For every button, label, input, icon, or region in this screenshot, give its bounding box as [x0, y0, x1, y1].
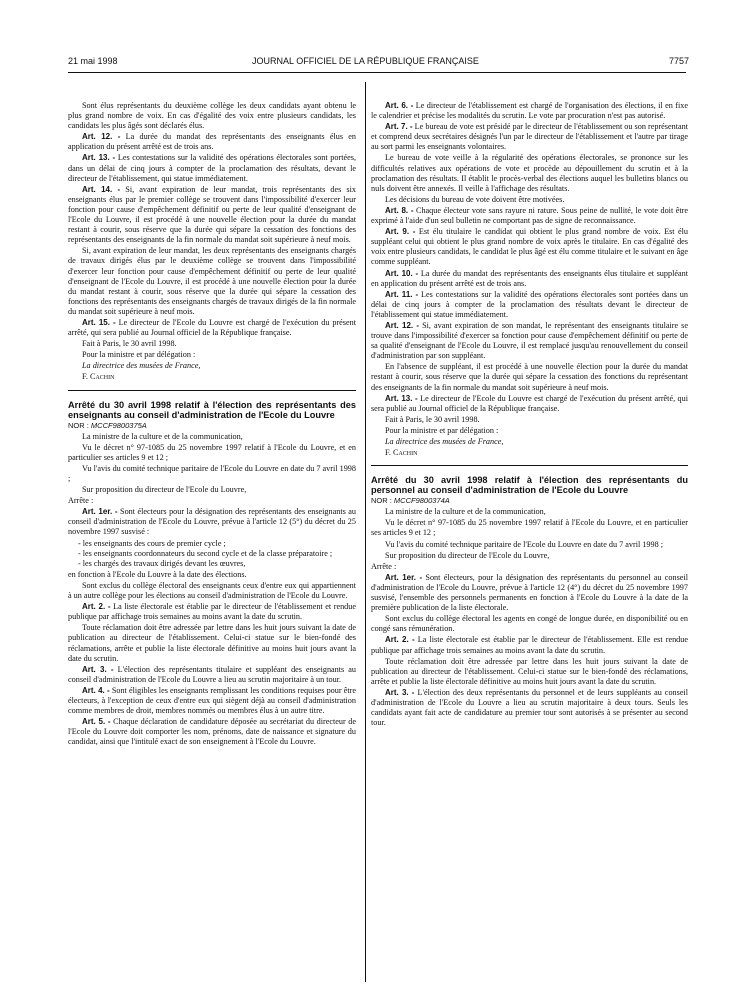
article-1 — [371, 573, 688, 613]
signature-name: F. Cachin — [82, 372, 115, 382]
signature-role: La directrice des musées de France, — [385, 437, 504, 446]
article-label: Art. 4. - — [82, 685, 110, 695]
paragraph: En l'absence de suppléant, il est procédé à une nouvelle élection pour la durée du mandat restant à courir, sous réserve que la durée qui sépare la cessation des fonctions du représentant des enseignants de la fin normale du mandat soit supérieure à neuf mois. — [371, 362, 688, 392]
list-item: - les enseignants coordonnateurs du second cycle et de la classe préparatoire ; — [78, 548, 333, 558]
page-header — [0, 56, 731, 70]
article-label: Art. 13. - — [82, 153, 116, 163]
article-7 — [371, 122, 688, 152]
article-15 — [68, 318, 356, 338]
paragraph: en fonction à l'Ecole du Louvre à la date des élections. — [68, 569, 247, 579]
article-label: Art. 1er. - — [385, 572, 423, 582]
signature-name: F. Cachin — [385, 448, 418, 458]
article-label: Art. 11. - — [385, 289, 419, 299]
article-12 — [371, 321, 688, 361]
section-divider — [371, 465, 688, 466]
right-column — [371, 101, 688, 729]
article-11 — [371, 290, 688, 320]
article-label: Art. 6. - — [385, 101, 414, 110]
paragraph: Sont élus représentants du deuxième collège les deux candidats ayant obtenu le plus grand nombre de voix. En cas d'égalité des voix entre plusieurs candidats, les candidats les plus âgés sont déclarés élus. — [68, 101, 356, 131]
arrete-title: Arrêté du 30 avril 1998 relatif à l'élection des représentants des enseignants au conseil d'administration de l'Ecole du Louvre — [68, 399, 356, 420]
article-text: Sont éligibles les enseignants remplissant les conditions requises pour être électeurs, à l'exception de ceux d'entre eux qui siègent déjà au conseil d'administration comme membres de droit, membres nommés ou membres élus à un autre titre. — [68, 685, 356, 716]
article-label: Art. 12. - — [82, 132, 121, 142]
paragraph: Le bureau de vote veille à la régularité des opérations électorales, se prononce sur les difficultés relatives aux opérations de vote et procède au dépouillement du scrutin et à la proclamation des résultats. Il établit le procès-verbal des élections auquel les bulletins blancs ou nuls doivent être annexés. Il veille à l'affichage des résultats. — [371, 153, 688, 193]
paragraph: Si, avant expiration de leur mandat, les deux représentants des enseignants chargés de travaux dirigés élus par le deuxième collège se trouvent dans l'impossibilité d'exercer leur fonction pour cause d'empêchement définitif ou perte de leur qualité d'enseignant de l'Ecole du Louvre, il est procédé à une nouvelle élection pour la durée du mandat restant à courir, sous réserve que la durée qui sépare la cessation des fonctions des représentants des enseignants chargés de travaux dirigés de la fin normale du mandat soit supérieure à neuf mois. — [68, 246, 356, 316]
page-number: 7757 — [668, 56, 689, 66]
article-8 — [371, 206, 688, 226]
article-13 — [68, 153, 356, 183]
article-text: Le bureau de vote est présidé par le directeur de l'établissement ou son représentant et comprend deux secrétaires désignés l'un par le directeur de l'établissement et l'autre par tirage au sort parmi les enseignants volontaires. — [371, 122, 688, 152]
visa: La ministre de la culture et de la communication, — [385, 507, 546, 517]
article-text: Est élu titulaire le candidat qui obtient le plus grand nombre de voix. Est élu suppléant celui qui obtient le plus grand nombre de voix après le titulaire. En cas d'égalité des voix entre plusieurs candidats, le candidat le plus âgé est élu comme titulaire et le suivant en âge comme suppléant. — [371, 227, 689, 267]
article-13 — [371, 394, 688, 414]
article-label: Art. 3. - — [82, 664, 114, 674]
article-label: Art. 14. - — [82, 184, 121, 194]
article-10 — [371, 269, 688, 289]
article-3 — [68, 665, 356, 685]
article-label: Art. 2. - — [385, 635, 415, 645]
visa: Vu l'avis du comité technique paritaire de l'Ecole du Louvre en date du 7 avril 1998 ; — [385, 539, 664, 549]
article-text: Les contestations sur la validité des opérations électorales sont portées dans un délai de cinq jours à compter de la proclamation des résultats devant le directeur de l'établissement qui statue immédiatement. — [371, 289, 688, 319]
section-divider — [68, 390, 356, 391]
article-text: La liste électorale est établie par le directeur de l'établissement. Elle est rendue publique par affichage trois semaines au moins avant la date du scrutin. — [371, 635, 688, 655]
article-2 — [68, 602, 356, 622]
article-text: Sont électeurs pour la désignation des représentants des enseignants au conseil d'administration de l'Ecole du Louvre, prévue à l'article 12 (5°) du décret du 25 novembre 1997 susvisé : — [68, 507, 357, 537]
article-label: Art. 9. - — [385, 227, 416, 237]
article-label: Art. 1er. - — [82, 507, 118, 517]
article-12 — [68, 132, 356, 152]
article-text: Le directeur de l'Ecole du Louvre est chargé de l'exécution du présent arrêté, qui sera publié au Journal officiel de la République française. — [68, 317, 356, 338]
nor-reference: NOR : MCCF9800374A — [371, 496, 450, 506]
visa: Vu le décret n° 97-1085 du 25 novembre 1997 relatif à l'Ecole du Louvre, et en particulier ses articles 9 et 12 ; — [68, 442, 356, 462]
article-label: Art. 2. - — [82, 602, 111, 612]
visa: Sur proposition du directeur de l'Ecole du Louvre, — [82, 485, 247, 495]
article-text: L'élection des représentants titulaire et suppléant des enseignants au conseil d'administration de l'Ecole du Louvre a lieu au scrutin majoritaire à un tour. — [68, 664, 356, 684]
article-2 — [371, 635, 688, 655]
arrete-title: Arrêté du 30 avril 1998 relatif à l'élection des représentants du personnel au conseil d'administration de l'Ecole du Louvre — [371, 475, 688, 496]
electors-list — [68, 539, 356, 569]
header-rule — [68, 72, 686, 73]
signature-delegation: Pour la ministre et par délégation : — [82, 350, 196, 360]
arrete-heading: Arrête : — [371, 561, 397, 571]
paragraph: Sont exclus du collège électoral des enseignants ceux d'entre eux qui appartiennent à un autre collège pour les élections au conseil d'administration de l'Ecole du Louvre. — [68, 580, 356, 601]
left-column — [68, 101, 356, 748]
article-5 — [68, 717, 356, 747]
arrete-heading: Arrête : — [68, 496, 94, 506]
visa: Sur proposition du directeur de l'Ecole du Louvre, — [385, 550, 550, 560]
article-label: Art. 10. - — [385, 268, 419, 278]
article-9 — [371, 227, 688, 267]
article-label: Art. 3. - — [385, 687, 415, 697]
article-label: Art. 5. - — [82, 717, 111, 727]
fait-a-paris: Fait à Paris, le 30 avril 1998. — [385, 414, 480, 424]
fait-a-paris: Fait à Paris, le 30 avril 1998. — [82, 339, 177, 349]
header-date: 21 mai 1998 — [68, 56, 118, 66]
visa: Vu le décret n° 97-1085 du 25 novembre 1997 relatif à l'Ecole du Louvre, et en particulier ses articles 9 et 12 ; — [371, 518, 688, 538]
article-4 — [68, 686, 356, 716]
article-text: La durée du mandat des représentants des enseignants élus en application du présent arrêté est de trois ans. — [68, 132, 356, 152]
column-separator — [365, 82, 366, 982]
article-text: Si, avant expiration de son mandat, le représentant des enseignants titulaire se trouve dans l'impossibilité d'exercer sa fonction pour cause d'empêchement définitif ou perte de sa qualité d'enseignant de l'Ecole du Louvre, il est remplacé jusqu'au renouvellement du conseil d'administration par son suppléant. — [371, 320, 689, 361]
article-text: Les contestations sur la validité des opérations électorales sont portées, dans un délai de cinq jours à compter de la proclamation des résultats, devant le directeur de l'établissement, qui statue immédiatement. — [68, 153, 356, 183]
visa: La ministre de la culture et de la communication, — [82, 431, 243, 441]
article-14 — [68, 185, 356, 246]
visa: Vu l'avis du comité technique paritaire de l'Ecole du Louvre en date du 7 avril 1998 ; — [68, 463, 356, 483]
paragraph: Les décisions du bureau de vote doivent être motivées. — [385, 194, 565, 204]
nor-reference: NOR : MCCF9800375A — [68, 420, 147, 430]
article-label: Art. 12. - — [385, 320, 420, 330]
list-item: - les enseignants des cours de premier cycle ; — [78, 538, 226, 548]
article-label: Art. 13. - — [385, 393, 418, 403]
article-label: Art. 7. - — [385, 122, 413, 132]
signature-role: La directrice des musées de France, — [82, 361, 201, 371]
article-text: L'élection des deux représentants du personnel et de leurs suppléants au conseil d'administration de l'Ecole du Louvre a lieu au scrutin majoritaire à deux tours. Seuls les candidats ayant fait acte de candidature au premier tour sont autorisés à se présenter au second tour. — [371, 687, 689, 728]
article-text: Chaque déclaration de candidature déposée au secrétariat du directeur de l'Ecole du Louvre doit comporter les nom, prénoms, date de naissance et signature du candidat, ainsi que l'intitulé exact de son enseignement à l'Ecole du Louvre. — [68, 717, 357, 747]
article-6 — [371, 101, 688, 121]
article-text: Le directeur de l'établissement est chargé de l'organisation des élections, il en fixe le calendrier et précise les modalités du scrutin. Le vote par procuration n'est pas autorisé. — [371, 101, 689, 121]
article-label: Art. 15. - — [82, 317, 116, 327]
article-text: La liste électorale est établie par le directeur de l'établissement et rendue publique par affichage trois semaines au moins avant la date du scrutin. — [68, 602, 356, 622]
article-text: La durée du mandat des représentants des enseignants élus titulaire et suppléant en application du présent arrêté est de trois ans. — [371, 268, 689, 288]
paragraph: Sont exclus du collège électoral les agents en congé de longue durée, en disponibilité ou en congé sans rémunération. — [371, 614, 688, 634]
article-text: Le directeur de l'Ecole du Louvre est chargé de l'exécution du présent arrêté, qui sera publié au Journal officiel de la République française. — [371, 393, 688, 413]
paragraph: Toute réclamation doit être adressée par lettre dans les huit jours suivant la date de publication au directeur de l'établissement. Celui-ci statue sur le bien-fondé des réclamations, arrête et publie la liste électorale définitive au moins huit jours avant la date du scrutin. — [68, 623, 356, 663]
list-item: - les chargés des travaux dirigés devant les œuvres, — [78, 558, 246, 568]
article-text: Si, avant expiration de leur mandat, trois représentants des six enseignants élus par le premier collège se trouvent dans l'impossibilité d'exercer leur fonction pour cause d'empêchement définitif ou perte de leur qualité d'enseignant de l'Ecole du Louvre, il est procédé à une nouvelle élection pour la durée du mandat restant à courir, sous réserve que la durée qui sépare la cessation des fonctions des représentants des enseignants de la fin normale du mandat soit supérieure à neuf mois. — [68, 184, 356, 245]
article-text: Sont électeurs, pour la désignation des représentants du personnel au conseil d'administration de l'Ecole du Louvre, prévue à l'article 12 (4°) du décret du 25 novembre 1997 susvisé, l'ensemble des personnels permanents en fonction à l'Ecole du Louvre à la date de la première publication de la liste électorale. — [371, 572, 688, 613]
article-label: Art. 8. - — [385, 205, 414, 215]
journal-title: JOURNAL OFFICIEL DE LA RÉPUBLIQUE FRANÇAISE — [252, 56, 479, 66]
signature-delegation: Pour la ministre et par délégation : — [385, 425, 499, 435]
article-1 — [68, 507, 356, 537]
paragraph: Toute réclamation doit être adressée par lettre dans les huit jours suivant la date de publication au directeur de l'établissement. Celui-ci statue sur le bien-fondé des réclamations, arrête et publie la liste électorale définitive au moins huit jours avant la date du scrutin. — [371, 656, 688, 686]
article-text: Chaque électeur vote sans rayure ni rature. Sous peine de nullité, le vote doit être exprimé à l'aide d'un seul bulletin ne comportant pas de signe de reconnaissance. — [371, 205, 688, 226]
article-3 — [371, 688, 688, 728]
